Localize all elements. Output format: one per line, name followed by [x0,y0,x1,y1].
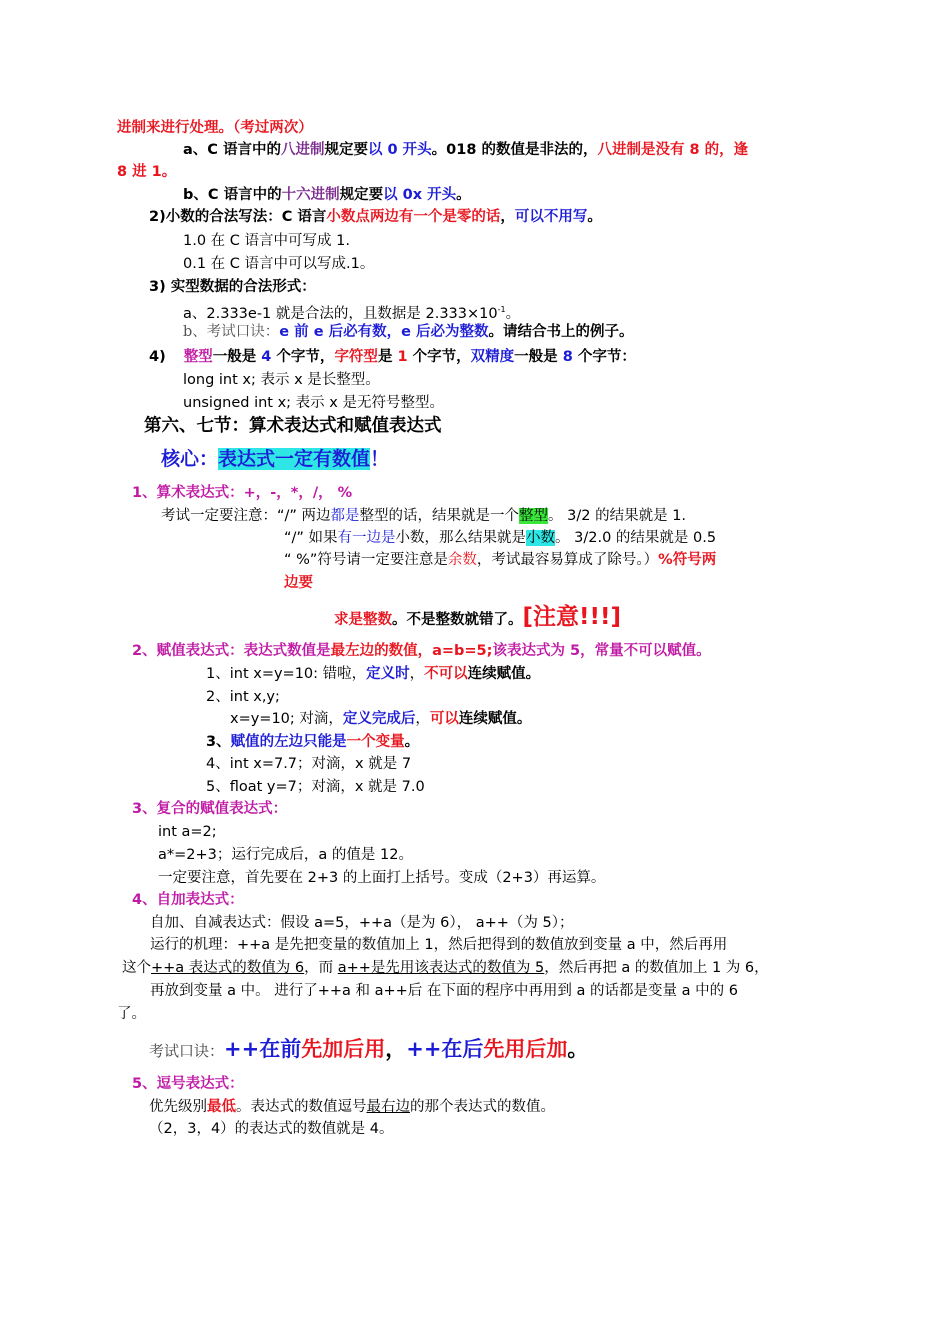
increment-line-1 [150,913,574,933]
assign-item-2 [206,687,280,707]
text: b、考试口诀： [183,324,280,340]
text: 进制来进行处理。（考过两次） [117,120,313,136]
text: 。 [404,734,420,750]
octal-rule-line [183,140,748,160]
arith-note-1 [161,506,686,526]
text: 1、int x=y=10: 错啦， [206,666,367,682]
text: 。请结合书上的例子。 [488,324,634,340]
text: 4 [261,349,272,365]
text: 3) 实型数据的合法形式： [149,279,316,295]
line-continuation [117,118,313,138]
text: 最低 [207,1099,236,1115]
assign-item-3 [206,732,419,752]
unsigned-int-line [183,393,444,413]
text: 。018 的数值是非法的， [431,142,598,158]
decimal-example-1 [183,231,350,251]
text: “ %”符号请一定要注意是 [284,552,448,568]
increment-line-5 [117,1004,146,1024]
long-int-line [183,370,380,390]
text: 自加、自减表达式：假设 a=5，++a（是为 6）， a++（为 5）； [150,915,574,931]
text: ++在后 [406,1037,484,1061]
arith-heading [132,483,352,503]
text: 1.0 在 C 语言中可写成 1. [183,233,350,249]
assign-item-2b [230,709,531,729]
text: 个字节， [271,349,335,365]
text: 4) [149,349,166,365]
text: 求是整数 [334,612,392,628]
assign-item-4 [206,754,411,774]
text: 1 [397,349,408,365]
increment-exam-tip [149,1036,588,1065]
assign-item-5 [206,777,425,797]
exam-tip-line [183,322,634,342]
text: 。 [456,187,471,203]
text: 十六进制 [281,187,340,203]
section-title [144,413,442,439]
text: ， [415,711,430,727]
text: 小数，那么结果就是 [395,530,527,546]
superscript: -1 [497,305,506,314]
compound-heading [132,799,287,819]
text: 赋值的左边只能是 [230,734,347,750]
text: ++a 表达式的数值为 6 [151,960,305,976]
text: 3、 [206,734,231,750]
text: 八进制 [280,142,325,158]
assign-heading [132,641,711,661]
text: 了。 [117,1006,146,1022]
text: 3、复合的赋值表达式： [132,801,288,817]
increment-heading [132,890,244,910]
text: ，然后再把 a 的数值加上 1 为 6， [544,960,769,976]
text: 先用后加 [483,1037,568,1061]
text: 都是 [330,508,360,524]
comma-line-2 [149,1119,394,1139]
comma-heading [132,1074,244,1094]
text: 可以不用写 [514,209,588,225]
text: 再放到变量 a 中。 进行了++a 和 a++后 在下面的程序中再用到 a 的话都是变量 a 中的 6 [150,983,738,999]
arith-note-2 [284,528,716,548]
arith-note-3 [284,550,716,570]
text: 是 [377,349,398,365]
arith-note-end [334,603,621,634]
text: [注意!!!] [522,604,621,630]
real-type-example [183,300,520,324]
text: %符号两 [658,552,717,568]
text: 优先级别 [149,1099,207,1115]
text: 考试口诀： [149,1042,225,1060]
text: ， [385,1037,407,1061]
text: 考试一定要注意：“/” 两边 [161,508,331,524]
text: 这个 [122,960,151,976]
text: 规定要 [339,187,384,203]
compound-line-1 [158,822,217,842]
text: （2，3，4）的表达式的数值就是 4。 [149,1121,394,1137]
increment-line-4 [150,981,738,1001]
text: 0.1 在 C 语言中可以写成.1。 [183,256,375,272]
text: 。 3/2.0 的结果就是 0.5 [555,530,717,546]
text: 2、int x,y; [206,689,280,705]
text: 的那个表达式的数值。 [410,1099,555,1115]
text: 4、int x=7.7；对滴，x 就是 7 [206,756,412,772]
hex-rule-line [183,185,471,205]
text: 。 [696,643,711,659]
arith-note-cont [284,573,313,593]
real-type-heading [149,277,316,297]
text: int a=2; [158,824,217,840]
text: ，而 [304,960,338,976]
text: 个字节， [407,349,471,365]
text: a++是先用该表达式的数值为 5 [337,960,545,976]
text: 小数 [526,530,556,546]
text: 整型 [519,508,549,524]
decimal-example-2 [183,254,374,274]
text: long int x; 表示 x 是长整型。 [183,372,380,388]
text: 以 0 开头 [367,142,432,158]
octal-rule-cont [117,162,176,182]
text: 最右边 [366,1099,410,1115]
text: 八进制是没有 8 的，逢 [597,142,749,158]
text: 规定要 [324,142,368,158]
text: ！ [370,448,390,470]
compound-line-2 [158,845,413,865]
text: 可以 [429,711,459,727]
text: 。 [587,209,602,225]
text: 双精度 [470,349,515,365]
text: 整型的话，结果就是一个 [359,508,520,524]
text: 定义完成后 [342,711,416,727]
core-line [161,446,389,472]
text: 连续赋值。 [458,711,532,727]
text: 。 3/2 的结果就是 1. [548,508,687,524]
text: ， [409,666,425,682]
text: ，考试最容易算成了除号。） [476,552,659,568]
text: 字符型 [334,349,378,365]
text: 运行的机理：++a 是先把变量的数值加上 1，然后把得到的数值放到变量 a 中，然后再用 [150,937,728,953]
text: 5、逗号表达式： [132,1076,244,1092]
text: 核心： [161,448,219,470]
text: 2)小数的合法写法：C 语言 [149,209,327,225]
text: 一定要注意，首先要在 2+3 的上面打上括号。变成（2+3）再运算。 [158,870,606,886]
text: ++在前 [224,1037,302,1061]
increment-line-3 [122,958,769,978]
text: 定义时 [366,666,410,682]
text: 常量不可以赋值 [594,643,697,659]
text: b、C 语言中的 [183,187,282,203]
text: 先加后用 [301,1037,386,1061]
text: 。表达式的数值逗号 [236,1099,367,1115]
text: 小数点两边有一个是零的话 [326,209,501,225]
text: a、2.333e-1 就是合法的，且数据是 2.333×10 [183,305,498,322]
text: 有一边是 [337,530,396,546]
text: 8 [562,349,573,365]
text: e 前 e 后必有数，e 后必为整数 [279,324,489,340]
text: 该表达式为 5， [492,643,595,659]
text: 。不是整数就错了。 [392,612,523,628]
text: 5、float y=7；对滴，x 就是 7.0 [206,779,425,795]
compound-line-3 [158,868,605,888]
text: unsigned int x; 表示 x 是无符号整型。 [183,395,444,411]
text: 以 0x 开头 [383,187,457,203]
decimal-rule-line [149,207,602,227]
text: a、C 语言中的 [183,142,281,158]
text: “/” 如果 [284,530,338,546]
text: 边要 [284,575,313,591]
text: 余数 [447,552,477,568]
text: 1、算术表达式：+，-，*，/， % [132,485,353,501]
text: 个字节： [572,349,636,365]
type-size-line [149,347,636,367]
text: 连续赋值。 [467,666,541,682]
assign-item-1 [206,664,540,684]
text: 一般是 [212,349,262,365]
text: 不可以 [424,666,468,682]
text: 4、自加表达式： [132,892,244,908]
text: ， [500,209,515,225]
text: 一般是 [514,349,563,365]
text: 整型 [183,349,213,365]
increment-line-2 [150,935,727,955]
text: a*=2+3；运行完成后，a 的值是 12。 [158,847,413,863]
text: 一个变量 [346,734,405,750]
text: 。 [505,305,521,322]
text: x=y=10; 对滴， [230,711,343,727]
text: 。 [567,1037,589,1061]
text: 表达式一定有数值 [218,448,371,470]
comma-line-1 [149,1097,555,1117]
text: 第六、七节：算术表达式和赋值表达式 [144,416,442,436]
text: 2、赋值表达式：表达式数值是 [132,643,331,659]
text: 最左边的数值，a=b=5; [330,643,493,659]
text: 8 进 1。 [117,164,177,180]
